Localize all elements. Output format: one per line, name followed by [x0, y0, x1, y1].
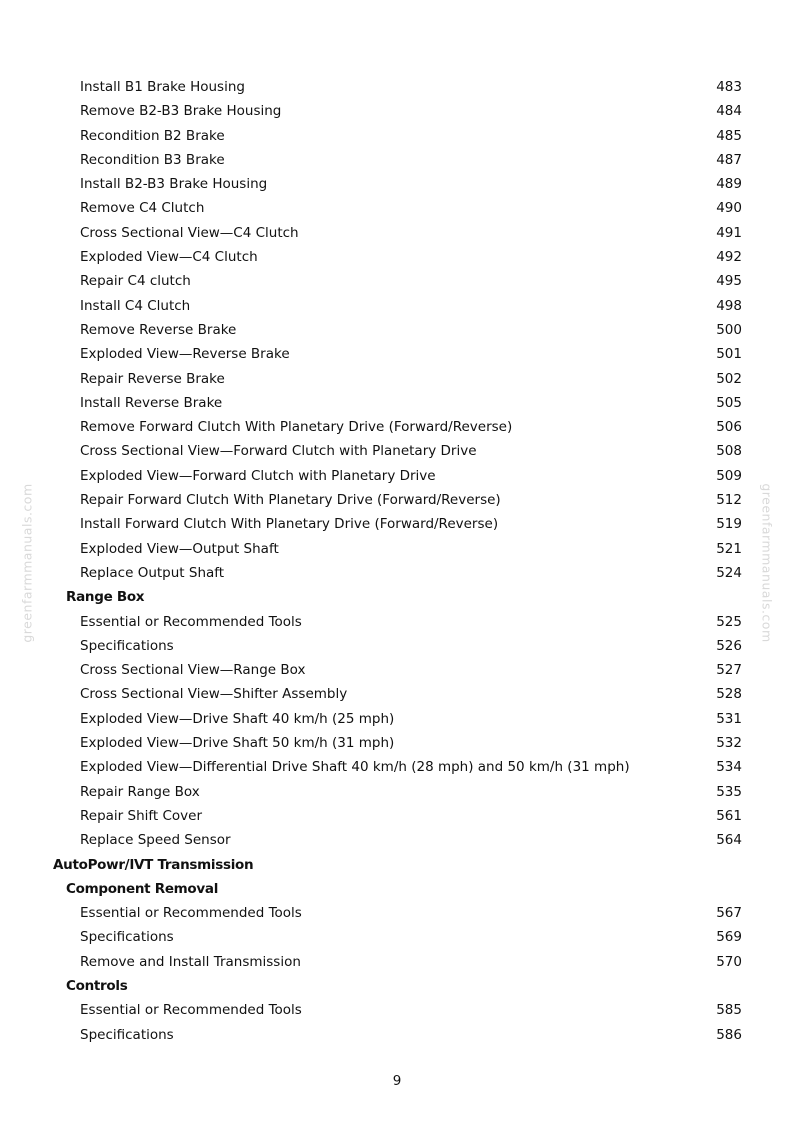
toc-entry-page: 532 [716, 735, 742, 752]
toc-entry-page: 487 [716, 151, 742, 168]
toc-entry[interactable] [0, 804, 794, 828]
toc-entry-title: Install B2-B3 Brake Housing [80, 176, 268, 193]
toc-entry-page: 521 [716, 540, 742, 557]
toc-entry-page: 495 [716, 273, 742, 290]
toc-entry[interactable] [0, 221, 794, 245]
toc-entry-title: Repair Forward Clutch With Planetary Drive (Forward/Reverse) [80, 492, 501, 509]
toc-entry[interactable] [0, 415, 794, 439]
toc-entry-title: Essential or Recommended Tools [80, 1002, 302, 1019]
toc-entry[interactable] [0, 318, 794, 342]
toc-entry-title: Remove C4 Clutch [80, 200, 205, 217]
toc-entry-title: Exploded View—Output Shaft [80, 540, 279, 557]
toc-entry-title: Range Box [66, 589, 145, 606]
toc-entry[interactable] [0, 439, 794, 463]
page-number: 9 [392, 1073, 402, 1089]
watermark-right: greenfarmmanuals.com [759, 483, 775, 643]
toc-entry[interactable] [0, 998, 794, 1022]
toc-entry[interactable] [0, 925, 794, 949]
toc-entry[interactable] [0, 75, 794, 99]
toc-entry-page: 586 [716, 1026, 742, 1043]
toc-entry[interactable] [0, 148, 794, 172]
toc-entry-page: 525 [716, 613, 742, 630]
toc-entry-title: Replace Output Shaft [80, 564, 225, 581]
toc-entry[interactable] [0, 245, 794, 269]
toc-entry[interactable] [0, 561, 794, 585]
toc-entry-title: Cross Sectional View—Forward Clutch with Planetary Drive [80, 443, 477, 460]
toc-entry[interactable] [0, 610, 794, 634]
toc-entry[interactable] [0, 512, 794, 536]
toc-entry-title: Recondition B2 Brake [80, 127, 225, 144]
toc-entry-title: Cross Sectional View—Range Box [80, 662, 306, 679]
toc-section-heading [0, 853, 794, 877]
toc-entry-page: 564 [716, 832, 742, 849]
toc-entry[interactable] [0, 196, 794, 220]
toc-entry-title: Remove and Install Transmission [80, 953, 301, 970]
toc-entry[interactable] [0, 950, 794, 974]
toc-entry[interactable] [0, 780, 794, 804]
toc-entry-page: 567 [716, 905, 742, 922]
toc-entry-title: Repair Shift Cover [80, 807, 203, 824]
toc-entry-page: 505 [716, 394, 742, 411]
toc-entry-page: 512 [716, 492, 742, 509]
toc-entry-title: Specifications [80, 1026, 174, 1043]
toc-entry-page: 485 [716, 127, 742, 144]
toc-entry-page: 534 [716, 759, 742, 776]
toc-entry[interactable] [0, 634, 794, 658]
toc-entry-title: Component Removal [66, 880, 219, 897]
toc-entry-page: 491 [716, 224, 742, 241]
toc-entry-page: 561 [716, 807, 742, 824]
toc-entry-page: 585 [716, 1002, 742, 1019]
toc-entry[interactable] [0, 755, 794, 779]
toc-entry-page: 527 [716, 662, 742, 679]
toc-entry-title: Specifications [80, 929, 174, 946]
toc-entry-title: Exploded View—Differential Drive Shaft 40 km/h (28 mph) and 50 km/h (31 mph) [80, 759, 630, 776]
toc-entry-page: 498 [716, 297, 742, 314]
toc-entry[interactable] [0, 682, 794, 706]
toc-entry-page: 500 [716, 321, 742, 338]
toc-entry[interactable] [0, 172, 794, 196]
toc-entry[interactable] [0, 464, 794, 488]
toc-entry-title: Controls [66, 977, 128, 994]
toc-entry-title: Recondition B3 Brake [80, 151, 225, 168]
toc-entry-title: Install B1 Brake Housing [80, 79, 245, 95]
toc-entry-title: AutoPowr/IVT Transmission [53, 856, 254, 873]
toc-entry[interactable] [0, 342, 794, 366]
watermark-left: greenfarmmanuals.com [19, 483, 35, 643]
toc-entry-page: 489 [716, 176, 742, 193]
toc-entry-title: Essential or Recommended Tools [80, 613, 302, 630]
toc-entry-title: Repair C4 clutch [80, 273, 191, 290]
toc-entry-page: 528 [716, 686, 742, 703]
toc-entry-title: Exploded View—Reverse Brake [80, 346, 290, 363]
toc-section-heading [0, 585, 794, 609]
toc-entry-title: Exploded View—Drive Shaft 50 km/h (31 mph) [80, 735, 395, 752]
toc-entry-title: Exploded View—Forward Clutch with Planetary Drive [80, 467, 436, 484]
toc-entry-page: 501 [716, 346, 742, 363]
toc-entry-title: Exploded View—Drive Shaft 40 km/h (25 mph) [80, 710, 395, 727]
toc-entry-page: 508 [716, 443, 742, 460]
toc-entry[interactable] [0, 828, 794, 852]
toc-entry-page: 526 [716, 637, 742, 654]
toc-entry-title: Replace Speed Sensor [80, 832, 231, 849]
table-of-contents [0, 75, 794, 1047]
toc-entry-title: Repair Reverse Brake [80, 370, 225, 387]
toc-entry-page: 531 [716, 710, 742, 727]
toc-entry[interactable] [0, 391, 794, 415]
toc-entry[interactable] [0, 658, 794, 682]
toc-entry-page: 509 [716, 467, 742, 484]
toc-entry-page: 484 [716, 103, 742, 120]
toc-entry-title: Exploded View—C4 Clutch [80, 249, 258, 266]
toc-section-heading [0, 877, 794, 901]
toc-entry-page: 524 [716, 564, 742, 581]
toc-entry-title: Install C4 Clutch [80, 297, 191, 314]
toc-entry-page: 502 [716, 370, 742, 387]
toc-entry[interactable] [0, 294, 794, 318]
toc-entry[interactable] [0, 707, 794, 731]
toc-entry-page: 492 [716, 249, 742, 266]
toc-entry-title: Specifications [80, 637, 174, 654]
toc-entry[interactable] [0, 488, 794, 512]
toc-entry[interactable] [0, 537, 794, 561]
toc-entry-page: 506 [716, 419, 742, 436]
toc-entry-title: Remove B2-B3 Brake Housing [80, 103, 282, 120]
toc-entry-title: Cross Sectional View—C4 Clutch [80, 224, 299, 241]
toc-entry-page: 519 [716, 516, 742, 533]
toc-entry-title: Cross Sectional View—Shifter Assembly [80, 686, 348, 703]
toc-entry-page: 483 [716, 79, 742, 95]
toc-entry[interactable] [0, 901, 794, 925]
toc-entry[interactable] [0, 1023, 794, 1047]
toc-entry[interactable] [0, 124, 794, 148]
toc-entry-page: 490 [716, 200, 742, 217]
toc-entry-title: Repair Range Box [80, 783, 200, 800]
toc-entry-page: 569 [716, 929, 742, 946]
toc-entry[interactable] [0, 731, 794, 755]
toc-entry-title: Essential or Recommended Tools [80, 905, 302, 922]
toc-entry-title: Remove Reverse Brake [80, 321, 237, 338]
toc-entry-title: Remove Forward Clutch With Planetary Drive (Forward/Reverse) [80, 419, 513, 436]
toc-entry-title: Install Reverse Brake [80, 394, 223, 411]
toc-entry-page: 535 [716, 783, 742, 800]
toc-entry[interactable] [0, 99, 794, 123]
toc-entry-page: 570 [716, 953, 742, 970]
toc-section-heading [0, 974, 794, 998]
toc-entry[interactable] [0, 367, 794, 391]
toc-entry-title: Install Forward Clutch With Planetary Drive (Forward/Reverse) [80, 516, 499, 533]
toc-entry[interactable] [0, 269, 794, 293]
